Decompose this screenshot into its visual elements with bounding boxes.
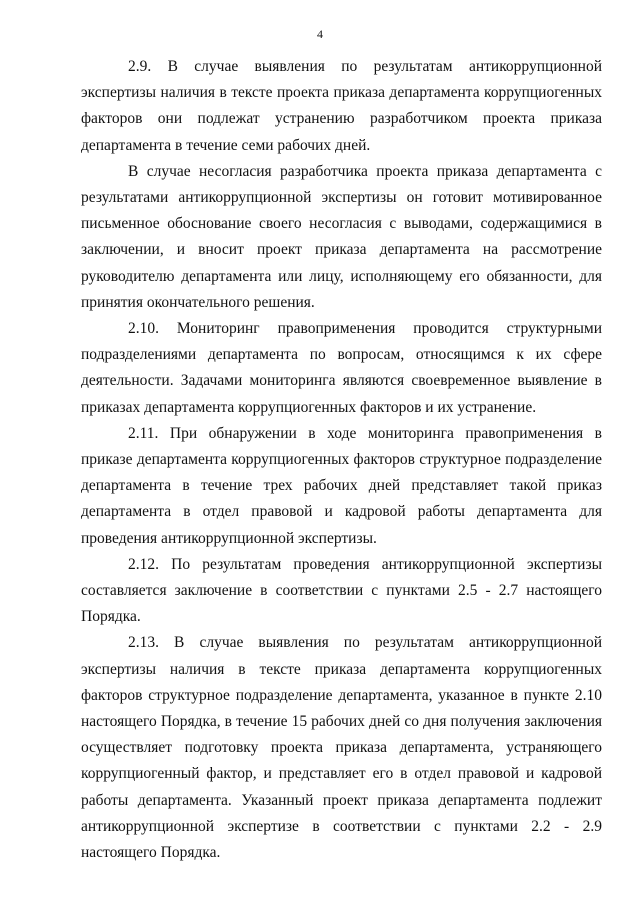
paragraph-2-9: 2.9. В случае выявления по результатам антикоррупционной экспертизы наличия в тексте проекта приказа департамента коррупциогенных факторов они подлежат устранению разработчиком проекта приказа департамента в течение семи рабочих дней.: [81, 58, 602, 154]
paragraph-disagreement: В случае несогласия разработчика проекта приказа департамента с результатами антикоррупционной экспертизы он готовит мотивированное письменное обоснование своего несогласия с выводами, содержащимися в заключении, и вносит проект приказа департамента на рассмотрение руководителю департамента или лицу, исполняющему его обязанности, для принятия окончательного решения.: [81, 162, 602, 311]
document-body: [81, 54, 602, 866]
paragraph-2-10: 2.10. Мониторинг правоприменения проводится структурными подразделениями департамента по вопросам, относящимся к их сфере деятельности. Задачами мониторинга являются своевременное выявление в приказах департамента коррупциогенных факторов и их устранение.: [81, 320, 602, 416]
paragraph-2-13: 2.13. В случае выявления по результатам антикоррупционной экспертизы наличия в тексте приказа департамента коррупциогенных факторов структурное подразделение департамента, указанное в пункте 2.10 настоящего Порядка, в течение 15 рабочих дней со дня получения заключения осуществляет подготовку проекта приказа департамента, устраняющего коррупциогенный фактор, и представляет его в отдел правовой и кадровой работы департамента. Указанный проект приказа департамента подлежит антикоррупционной экспертизе в соответствии с пунктами 2.2 - 2.9 настоящего Порядка.: [81, 634, 602, 862]
paragraph-2-11: 2.11. При обнаружении в ходе мониторинга правоприменения в приказе департамента коррупциогенных факторов структурное подразделение департамента в течение трех рабочих дней представляет такой приказ департамента в отдел правовой и кадровой работы департамента для проведения антикоррупционной экспертизы.: [81, 424, 602, 547]
paragraph-2-12: 2.12. По результатам проведения антикоррупционной экспертизы составляется заключение в соответствии с пунктами 2.5 - 2.7 настоящего Порядка.: [81, 555, 602, 626]
page-number: 4: [317, 27, 323, 41]
